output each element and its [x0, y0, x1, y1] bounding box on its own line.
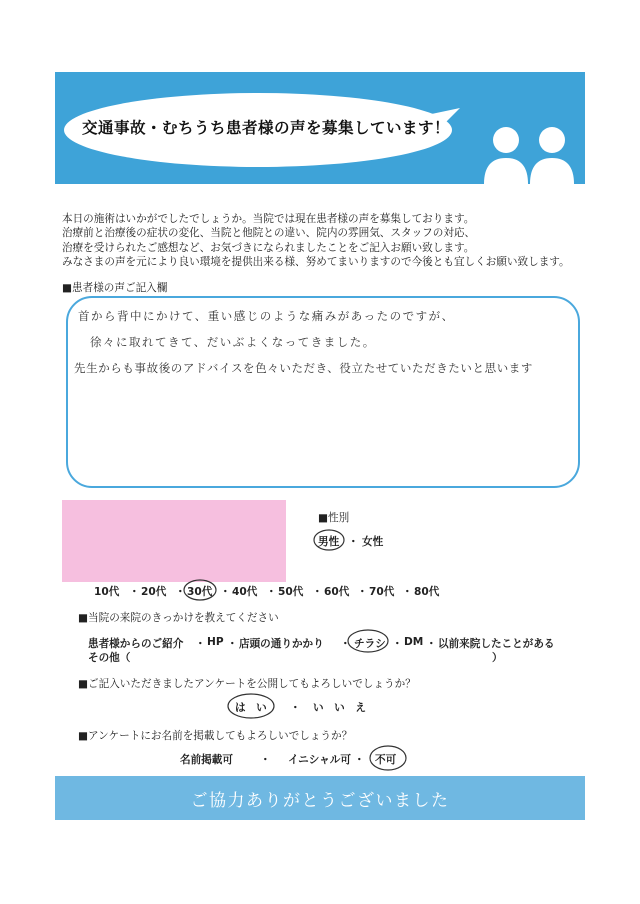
redacted-area [62, 500, 286, 582]
separator: ・ [426, 638, 437, 650]
reason-other-label[interactable]: その他（ [88, 652, 131, 664]
handwriting-line: 先生からも事故後のアドバイスを色々いただき、役立たせていただきたいと思います [74, 361, 533, 375]
separator: ・ [260, 754, 271, 766]
publish-yes-option[interactable]: は い [235, 702, 267, 714]
reason-option[interactable]: 店頭の通りかかり [239, 638, 324, 650]
separator: ・ [312, 586, 323, 598]
age-option[interactable]: 20代 [141, 586, 167, 598]
separator: ・ [129, 586, 140, 598]
selection-circle [226, 692, 276, 720]
publish-label: ■ご記入いただきましたアンケートを公開してもよろしいでしょうか？ [78, 678, 416, 690]
publish-no-option[interactable]: い い え [313, 702, 366, 714]
reason-other-close: ） [492, 652, 503, 664]
gender-label: ■性別 [318, 512, 350, 524]
footer-text: ご協力ありがとうございました [190, 791, 450, 811]
age-option[interactable]: 80代 [414, 586, 440, 598]
separator: ・ [175, 586, 186, 598]
age-option[interactable]: 40代 [232, 586, 258, 598]
gender-female-option[interactable]: 女性 [362, 536, 384, 548]
page-title: 交通事故・むちうち患者様の声を募集しています！ [82, 119, 451, 137]
separator: ・ [354, 754, 365, 766]
reason-option[interactable]: DM [404, 636, 424, 648]
intro-line: 本日の施術はいかがでしたでしょうか。当院では現在患者様の声を募集しております。 [62, 213, 475, 225]
comment-box[interactable] [66, 296, 580, 488]
name-label: ■アンケートにお名前を掲載してもよろしいでしょうか？ [78, 730, 353, 742]
reason-option[interactable]: 以前来院したことがある [438, 638, 555, 650]
reason-option[interactable]: チラシ [354, 638, 386, 650]
separator: ・ [340, 638, 351, 650]
name-option[interactable]: イニシャル可 [288, 754, 351, 766]
name-option[interactable]: 不可 [375, 754, 397, 766]
age-option[interactable]: 60代 [324, 586, 350, 598]
separator: ・ [220, 586, 231, 598]
selection-circle [182, 578, 218, 602]
intro-line: 治療を受けられたご感想など、お気づきになられましたことをご記入お願い致します。 [62, 241, 475, 254]
separator: ・ [290, 702, 301, 714]
handwriting-line: 首から背中にかけて、重い感じのような痛みがあったのですが、 [78, 309, 455, 323]
age-option[interactable]: 30代 [187, 586, 213, 598]
selection-circle [312, 528, 346, 552]
name-option[interactable]: 名前掲載可 [180, 754, 233, 766]
gender-male-option[interactable]: 男性 [318, 536, 340, 548]
age-option[interactable]: 10代 [94, 586, 120, 598]
intro-text [62, 212, 582, 270]
separator: ・ [195, 638, 206, 650]
selection-circle [346, 628, 390, 654]
people-icon [478, 120, 578, 184]
separator: ・ [402, 586, 413, 598]
handwriting-line: 徐々に取れてきて、だいぶよくなってきました。 [90, 335, 376, 349]
intro-line: 治療前と治療後の症状の変化、当院と他院との違い、院内の雰囲気、スタッフの対応、 [62, 227, 476, 240]
separator: ・ [348, 536, 359, 548]
separator: ・ [266, 586, 277, 598]
selection-circle [368, 744, 408, 772]
reason-option[interactable]: HP [207, 636, 224, 648]
age-option[interactable]: 50代 [278, 586, 304, 598]
reason-label: ■当院の来院のきっかけを教えてください [78, 612, 279, 624]
intro-line: みなさまの声を元により良い環境を提供出来る様、努めてまいりますので今後とも宜しくお願い致します。 [62, 256, 570, 269]
age-option[interactable]: 70代 [369, 586, 395, 598]
separator: ・ [227, 638, 238, 650]
reason-option[interactable]: 患者様からのご紹介 [88, 638, 184, 650]
separator: ・ [357, 586, 368, 598]
comment-label: ■患者様の声ご記入欄 [62, 282, 168, 294]
separator: ・ [392, 638, 403, 650]
